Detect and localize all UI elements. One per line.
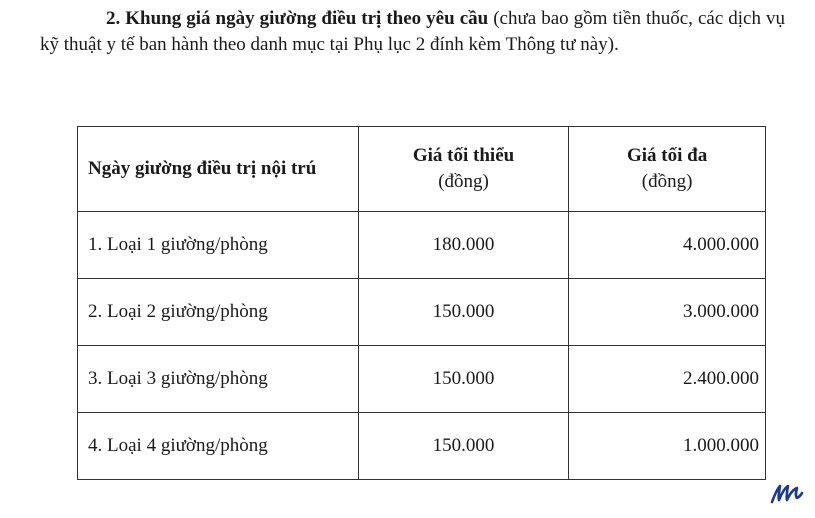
header-min-price — [358, 127, 568, 212]
section-paragraph — [40, 6, 785, 58]
row-bed-type: 2. Loại 2 giường/phòng — [78, 279, 359, 346]
initials-signature-mark — [766, 478, 806, 506]
header-min-price-unit: (đồng) — [438, 171, 489, 192]
table-row — [78, 413, 766, 480]
section-note: (chưa bao gồm tiền thuốc, các dịch vụ kỹ thuật y tế ban hành theo danh mục tại Phụ lục 2 đính kèm Thông tư này). — [40, 8, 785, 55]
row-max-price: 2.400.000 — [569, 346, 766, 413]
row-bed-type: 3. Loại 3 giường/phòng — [78, 346, 359, 413]
row-max-price: 4.000.000 — [569, 212, 766, 279]
header-max-price-unit: (đồng) — [641, 171, 693, 192]
header-min-price-label: Giá tối thiểu — [412, 145, 515, 166]
bed-fee-table — [77, 126, 766, 480]
row-min-price: 180.000 — [358, 212, 568, 279]
row-min-price: 150.000 — [358, 279, 568, 346]
row-bed-type: 1. Loại 1 giường/phòng — [78, 212, 359, 279]
row-min-price: 150.000 — [358, 413, 568, 480]
table-row — [78, 212, 766, 279]
section-heading: 2. Khung giá ngày giường điều trị theo yêu cầu — [106, 8, 489, 29]
header-max-price-label: Giá tối đa — [626, 145, 708, 166]
row-bed-type: 4. Loại 4 giường/phòng — [78, 413, 359, 480]
row-min-price: 150.000 — [358, 346, 568, 413]
table-row — [78, 346, 766, 413]
row-max-price: 3.000.000 — [569, 279, 766, 346]
row-max-price: 1.000.000 — [569, 413, 766, 480]
table-row — [78, 279, 766, 346]
table-header-row — [78, 127, 766, 212]
header-bed-type: Ngày giường điều trị nội trú — [78, 127, 359, 212]
header-max-price — [569, 127, 766, 212]
